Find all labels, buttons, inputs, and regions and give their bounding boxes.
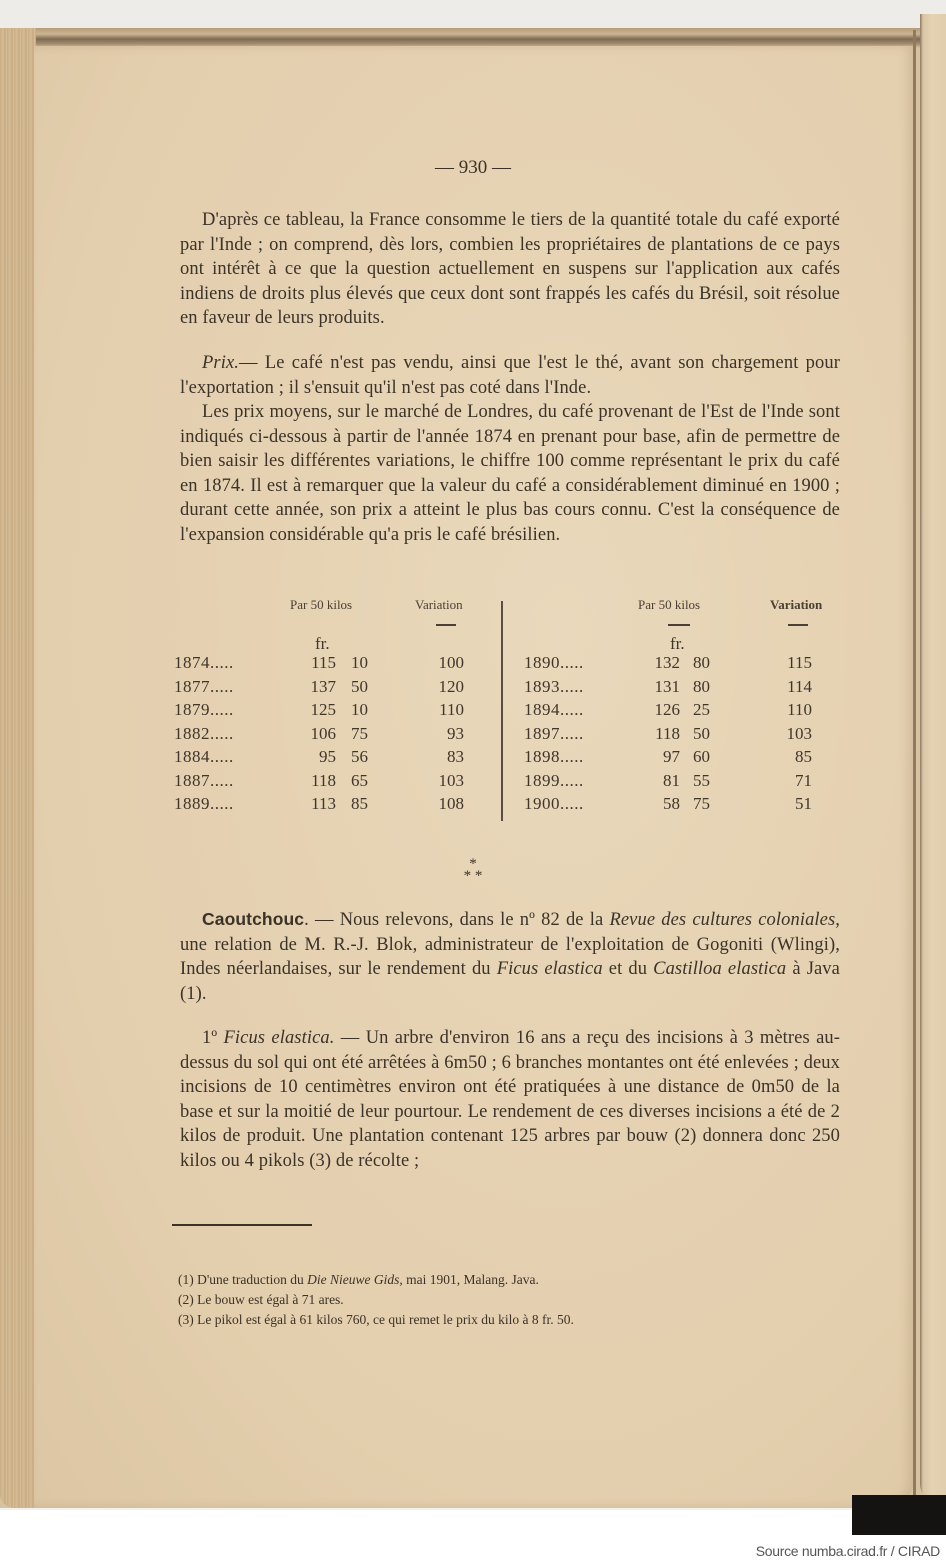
header-price: Par 50 kilos: [290, 597, 353, 612]
table-row: 1887..... 118 65 103: [174, 770, 464, 790]
unit-label: fr.: [670, 634, 685, 653]
header-price: Par 50 kilos: [638, 597, 701, 612]
table-row: 1874..... 115 10 100: [174, 653, 464, 672]
page-number: — 930 —: [435, 157, 511, 178]
section-heading: Caoutchouc: [202, 909, 305, 929]
table-divider: [501, 601, 503, 821]
footnote-3: (3) Le pikol est égal à 61 kilos 760, ce qui remet le prix du kilo à 8 fr. 50.: [178, 1312, 574, 1327]
paragraph-tableau: D'après ce tableau, la France consomme le tiers de la quantité totale du café exporté par l'Inde ; on comprend, dès lors, combien les propriétaires de plantations de ce pays ont intérêt à ce que la question actuellement en suspens sur l'application aux cafés indiens de droits plus élevés que ceux dont sont frappés les cafés du Brésil, soit résolue en faveur de leurs produits.: [180, 210, 840, 328]
scan-background-top: [0, 0, 946, 30]
paragraph-ficus: 1º Ficus elastica. — Un arbre d'environ 16 ans a reçu des incisions à 3 mètres au-dessus du sol qui ont été arrêtées à 6m50 ; 6 branches montantes ont été enlevées ; deux incisions de 10 centimètres environ ont été pratiquées à une distance de 0m50 de la base et sur la moitié de leur pourtour. Le rendement de ces diverses incisions a été de 2 kilos de produit. Une plantation contenant 125 arbres par bouw (2) donnera donc 250 kilos ou 4 pikols (3) de récolte ;: [180, 1028, 840, 1171]
table-row: 1882..... 106 75 93: [174, 723, 464, 743]
header-rule: [668, 624, 690, 626]
table-row: 1897..... 118 50 103: [524, 723, 812, 743]
paragraph-prix-body: — Le café n'est pas vendu, ainsi que l'est le thé, avant son chargement pour l'exportation ; il s'ensuit qu'il n'est pas coté dans l'Inde.: [180, 353, 840, 398]
table-row: 1884..... 95 56 83: [174, 747, 464, 766]
section-separator-top: *: [469, 856, 477, 872]
footnotes: [178, 1270, 738, 1330]
table-row: 1899..... 81 55 71: [524, 770, 812, 790]
book-binding-top: [0, 28, 920, 48]
footnote-2: (2) Le bouw est égal à 71 ares.: [178, 1292, 344, 1307]
next-page-edge: [920, 14, 946, 1504]
table-row: 1894..... 126 25 110: [524, 700, 812, 719]
table-row: 1889..... 113 85 108: [174, 794, 464, 813]
table-row: 1900..... 58 75 51: [524, 794, 812, 813]
table-row: 1877..... 137 50 120: [174, 676, 464, 696]
header-rule: [788, 624, 808, 626]
paragraph-caoutchouc: Caoutchouc. — Nous relevons, dans le nº 82 de la Revue des cultures coloniales, une relation de M. R.-J. Blok, administrateur de l'exploitation de Gogoniti (Wlingi), Indes néerlandaises, sur le rendement du Ficus elastica et du Castilloa elastica à Java (1).: [180, 909, 840, 1004]
paragraph-prix-lead: Prix.: [202, 353, 239, 373]
book-cover-corner: [852, 1495, 946, 1535]
header-rule: [436, 624, 456, 626]
table-row: 1898..... 97 60 85: [524, 747, 812, 766]
header-variation: Variation: [415, 597, 463, 612]
footnote-rule: [172, 1224, 312, 1226]
footnote-1: (1) D'une traduction du Die Nieuwe Gids, mai 1901, Malang. Java.: [178, 1272, 539, 1287]
gutter-line: [913, 30, 916, 1500]
unit-label: fr.: [315, 634, 330, 653]
page-edges: [0, 28, 36, 1508]
source-credit: Source numba.cirad.fr / CIRAD: [755, 1543, 940, 1559]
paragraph-prix: [180, 351, 840, 400]
section-separator-bottom: * *: [463, 868, 483, 884]
header-variation: Variation: [770, 597, 823, 612]
paragraph-prix-moyens: Les prix moyens, sur le marché de Londres, du café provenant de l'Est de l'Inde sont indiqués ci-dessous à partir de l'année 1874 en prenant pour base, afin de permettre de bien saisir les différentes variations, le chiffre 100 comme représentant le prix du café en 1874. Il est à remarquer que la valeur du café a considérablement diminué en 1900 ; durant cette année, son prix a atteint le plus bas cours connu. C'est la conséquence de l'expansion considérable qu'a pris le café brésilien.: [180, 402, 840, 545]
table-row: 1879..... 125 10 110: [174, 700, 464, 719]
price-table: [170, 597, 850, 823]
table-row: 1893..... 131 80 114: [524, 676, 812, 696]
table-row: 1890..... 132 80 115: [524, 653, 812, 672]
